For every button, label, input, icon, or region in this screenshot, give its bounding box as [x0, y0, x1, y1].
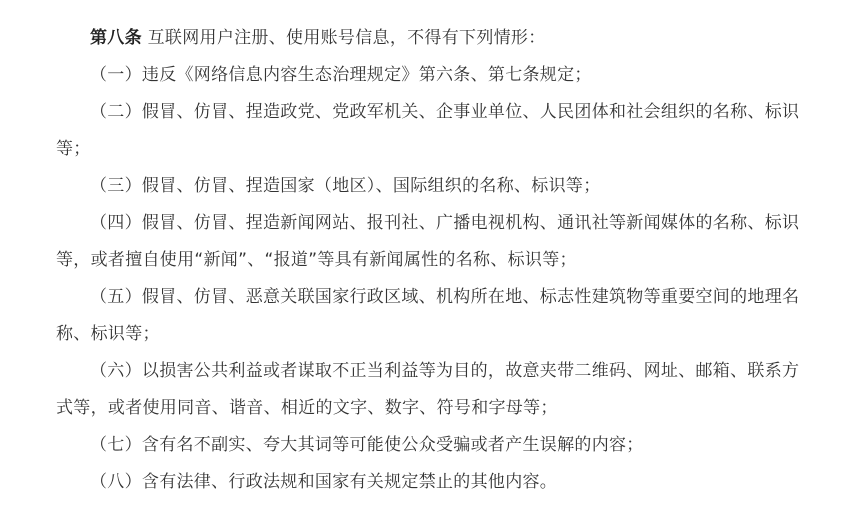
list-item-1: （一）违反《网络信息内容生态治理规定》第六条、第七条规定； [90, 65, 592, 85]
list-item-2: （二）假冒、仿冒、捏造政党、党政军机关、企事业单位、人民团体和社会组织的名称、标识等； [56, 102, 800, 159]
list-item-8: （八）含有法律、行政法规和国家有关规定禁止的其他内容。 [90, 472, 558, 492]
list-item-7: （七）含有名不副实、夸大其词等可能使公众受骗或者产生误解的内容； [90, 435, 644, 455]
article-intro: 互联网用户注册、使用账号信息，不得有下列情形： [147, 28, 546, 48]
list-item-6: （六）以损害公共利益或者谋取不正当利益等为目的，故意夹带二维码、网址、邮箱、联系方式等，或者使用同音、谐音、相近的文字、数字、符号和字母等； [56, 361, 800, 418]
list-item-3: （三）假冒、仿冒、捏造国家（地区）、国际组织的名称、标识等； [90, 176, 601, 196]
article-intro-paragraph [56, 20, 805, 57]
list-item-5: （五）假冒、仿冒、恶意关联国家行政区域、机构所在地、标志性建筑物等重要空间的地理名称、标识等； [56, 287, 800, 344]
list-item-4: （四）假冒、仿冒、捏造新闻网站、报刊社、广播电视机构、通讯社等新闻媒体的名称、标识等，或者擅自使用“新闻”、“报道”等具有新闻属性的名称、标识等； [56, 213, 800, 270]
article-title: 第八条 [90, 28, 142, 48]
